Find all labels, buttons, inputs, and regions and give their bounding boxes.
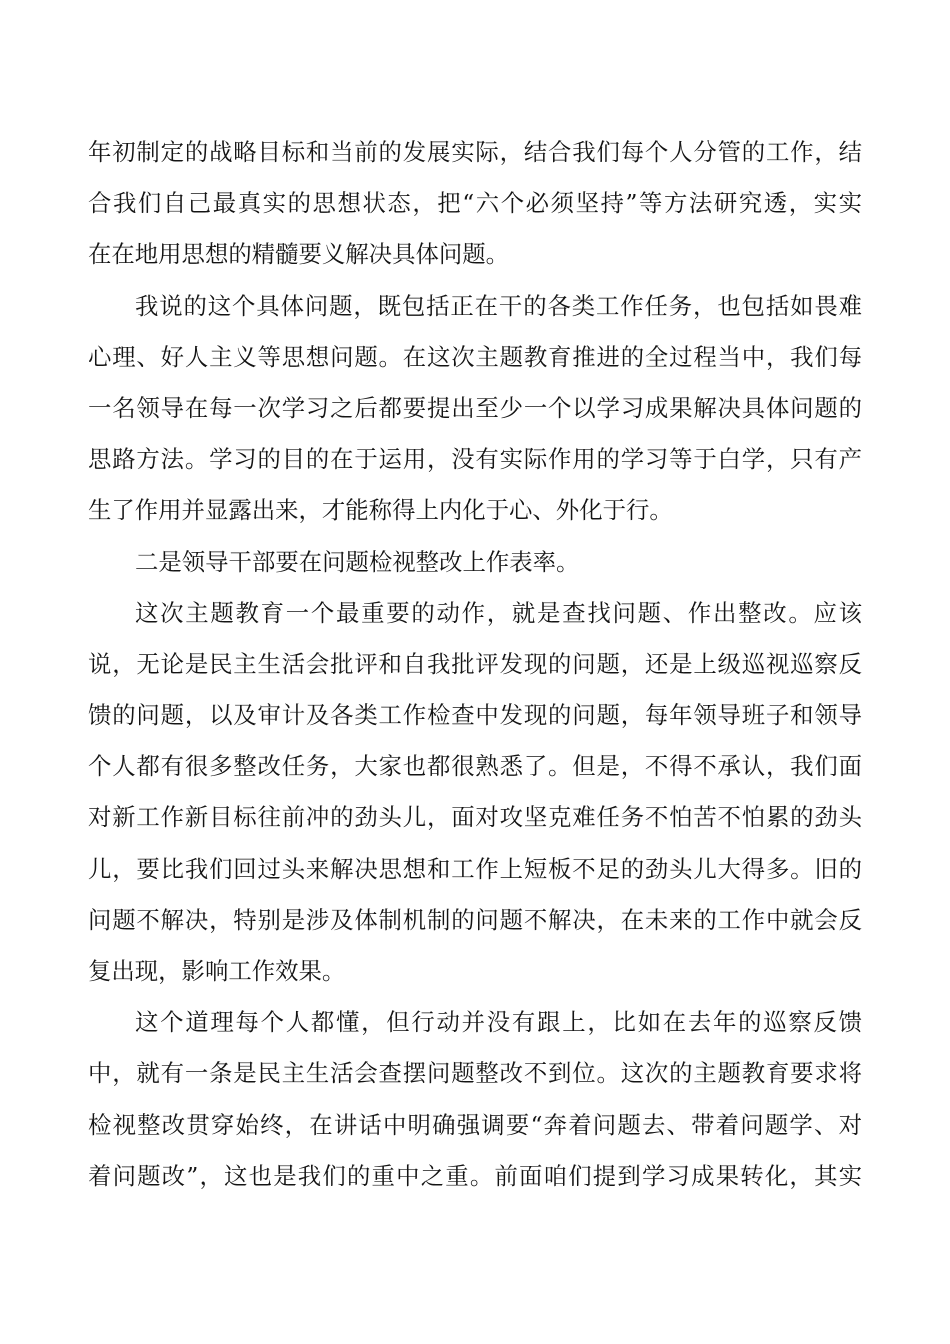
text-line: 个人都有很多整改任务，大家也都很熟悉了。但是，不得不承认，我们面	[88, 752, 862, 781]
paragraph	[88, 588, 862, 998]
text-line: 一名领导在每一次学习之后都要提出至少一个以学习成果解决具体问题的	[88, 393, 862, 422]
text-line: 说，无论是民主生活会批评和自我批评发现的问题，还是上级巡视巡察反	[88, 649, 862, 678]
paragraph	[88, 281, 862, 537]
text-line: 问题不解决，特别是涉及体制机制的问题不解决，在未来的工作中就会反	[88, 905, 862, 934]
text-line: 着问题改”，这也是我们的重中之重。前面咱们提到学习成果转化，其实	[88, 1161, 862, 1190]
text-line: 二是领导干部要在问题检视整改上作表率。	[135, 547, 580, 576]
text-line: 年初制定的战略目标和当前的发展实际，结合我们每个人分管的工作，结	[88, 138, 862, 166]
text-line: 在在地用思想的精髓要义解决具体问题。	[88, 240, 510, 269]
paragraph	[88, 127, 862, 281]
text-line: 对新工作新目标往前冲的劲头儿，面对攻坚克难任务不怕苦不怕累的劲头	[88, 803, 862, 832]
text-line: 儿，要比我们回过头来解决思想和工作上短板不足的劲头儿大得多。旧的	[88, 854, 862, 883]
text-line: 这次主题教育一个最重要的动作，就是查找问题、作出整改。应该	[135, 598, 862, 627]
text-line: 心理、好人主义等思想问题。在这次主题教育推进的全过程当中，我们每	[88, 342, 862, 371]
text-line: 中，就有一条是民主生活会查摆问题整改不到位。这次的主题教育要求将	[88, 1059, 862, 1088]
text-line: 思路方法。学习的目的在于运用，没有实际作用的学习等于白学，只有产	[88, 445, 862, 474]
text-line: 复出现，影响工作效果。	[88, 957, 346, 985]
section-heading	[88, 537, 862, 588]
text-line: 这个道理每个人都懂，但行动并没有跟上，比如在去年的巡察反馈	[135, 1008, 862, 1037]
text-line: 检视整改贯穿始终，在讲话中明确强调要“奔着问题去、带着问题学、对	[88, 1110, 862, 1139]
text-line: 生了作用并显露出来，才能称得上内化于心、外化于行。	[88, 496, 673, 525]
text-line: 我说的这个具体问题，既包括正在干的各类工作任务，也包括如畏难	[135, 291, 862, 320]
body-text	[88, 127, 862, 1202]
text-line: 馈的问题，以及审计及各类工作检查中发现的问题，每年领导班子和领导	[88, 701, 862, 730]
text-line: 合我们自己最真实的思想状态，把“六个必须坚持”等方法研究透，实实	[88, 189, 862, 218]
paragraph	[88, 997, 862, 1202]
